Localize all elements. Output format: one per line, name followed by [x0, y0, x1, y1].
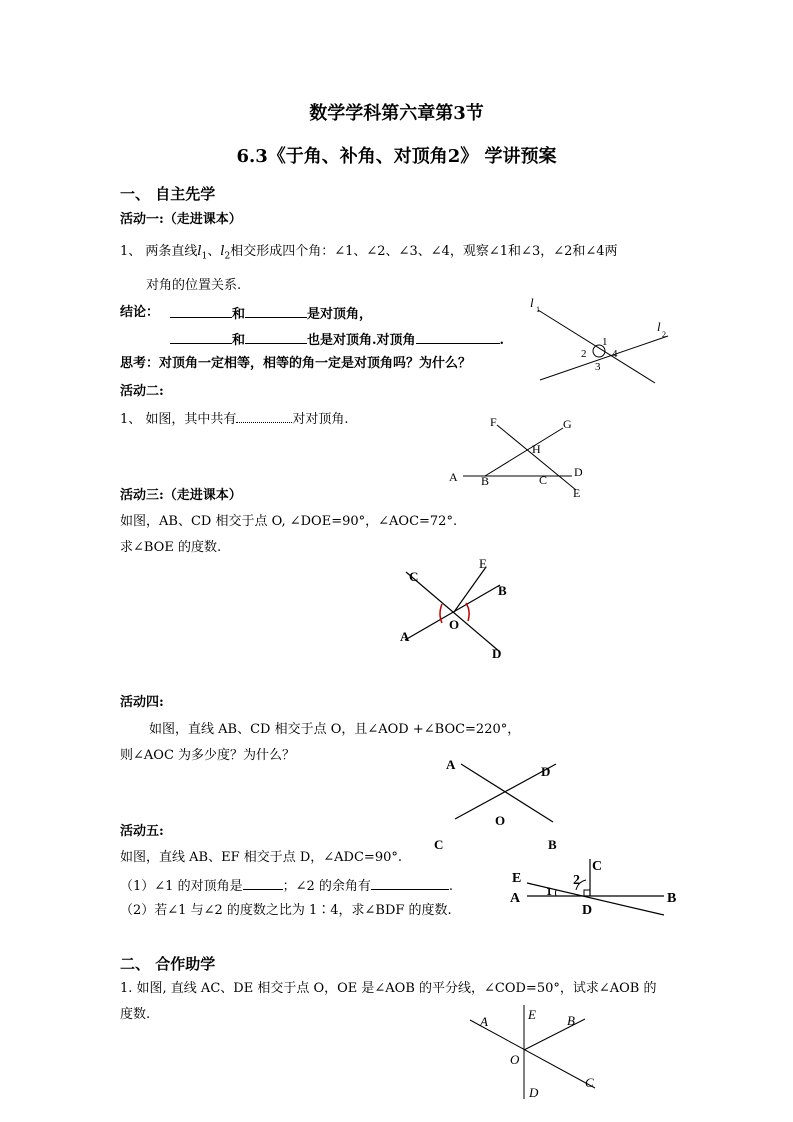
a2-text-a: 1、 如图，其中共有 [120, 412, 237, 427]
activity-1-question-cont: 对角的位置关系. [146, 278, 242, 293]
q1-sep: 、 [207, 244, 221, 259]
fig1-l1-sub: 1 [536, 305, 540, 314]
fig5-angle-2: 2 [573, 873, 580, 888]
q1-text-a: 1、 两条直线 [120, 244, 198, 259]
fig1-angle-2: 2 [581, 348, 587, 360]
activity-3-question: 如图，AB、CD 相交于点 O, ∠DOE=90°，∠AOC=72°. [120, 514, 458, 529]
fig2-D: D [574, 465, 583, 479]
fig3-D: D [492, 646, 502, 661]
fig2-C: C [539, 473, 548, 487]
fig1-l2-sub: 2 [662, 330, 666, 339]
fig4-B: B [548, 837, 557, 852]
line-l2-sub: 2 [224, 251, 231, 262]
fig4-A: A [446, 757, 456, 772]
fig4-C: C [434, 837, 444, 852]
fig6-C: C [585, 1075, 594, 1090]
fig1-l1-label: l [530, 295, 534, 310]
activity-3-question-2: 求∠BOE 的度数. [120, 540, 222, 555]
activity-5-question: 如图，直线 AB、EF 相交于点 D，∠ADC=90°. [120, 850, 402, 865]
fig2-B: B [481, 474, 490, 488]
fig2-G: G [563, 417, 572, 431]
ray-ob [524, 1019, 585, 1050]
activity-4-question-2: 则∠AOC 为多少度？为什么？ [120, 748, 296, 763]
fig6-E: E [528, 1007, 536, 1022]
fig1-angle-3: 3 [595, 361, 601, 373]
section-heading-1: 一、 自主先学 [120, 185, 216, 203]
fig4-D: D [541, 764, 551, 779]
a2-text-b: 对对顶角. [292, 412, 349, 427]
a5-part1-b: ；∠2 的余角有 [282, 879, 371, 894]
fig5-E: E [512, 871, 522, 886]
fig1-angle-4: 4 [612, 348, 618, 360]
activity-2-label: 活动二: [120, 384, 164, 399]
fig6-O: O [510, 1052, 520, 1067]
fig3-A: A [400, 629, 410, 644]
fig4-O: O [495, 813, 506, 828]
fig5-B: B [667, 891, 677, 906]
fig2-H: H [532, 442, 541, 456]
fig5-angle-1: 1 [546, 884, 552, 898]
page-title: 数学学科第六章第3节 [309, 103, 484, 124]
fig2-A: A [449, 470, 458, 484]
q1-text-b: 相交形成四个角：∠1、∠2、∠3、∠4，观察∠1和∠3，∠2和∠4两 [230, 244, 618, 259]
conclusion-end-2: 也是对顶角.对顶角 [307, 333, 416, 348]
fig6-D: D [529, 1085, 539, 1100]
section-2-question: 1. 如图, 直线 AC、DE 相交于点 O，OE 是∠AOB 的平分线，∠COD=50°，试求∠AOB 的 [120, 981, 657, 996]
fig5-A: A [510, 891, 521, 906]
fig5-D: D [582, 903, 593, 918]
line-ac [470, 1020, 595, 1088]
activity-1-label: 活动一:（走进课本） [120, 212, 242, 227]
section-heading-2: 二、 合作助学 [120, 955, 216, 973]
activity-4-question: 如图，直线 AB、CD 相交于点 O，且∠AOD +∠BOC=220°， [149, 722, 521, 737]
a5-part1-c: . [448, 879, 454, 894]
fig1-angle-1: 1 [602, 336, 608, 348]
conclusion-dot: . [499, 333, 505, 348]
fig3-O: O [449, 617, 460, 632]
fig3-B: B [498, 583, 507, 598]
fig2-E: E [573, 486, 581, 500]
fig6-B: B [567, 1013, 575, 1028]
activity-4-label: 活动四: [120, 695, 164, 710]
a5-part1-a: （1）∠1 的对顶角是 [120, 879, 243, 894]
think-question: 思考：对顶角一定相等，相等的角一定是对顶角吗？为什么？ [120, 356, 472, 371]
conclusion-label: 结论： [120, 305, 160, 320]
section-2-question-2: 度数. [120, 1007, 151, 1022]
fig2-F: F [490, 415, 497, 429]
activity-3-label: 活动三:（走进课本） [120, 488, 242, 503]
page-subtitle: 6.3《于角、补角、对顶角2》 学讲预案 [236, 146, 557, 167]
line-l2-label: l [220, 244, 225, 259]
fig3-E: E [479, 556, 487, 571]
fig6-A: A [480, 1014, 488, 1029]
and-2: 和 [232, 333, 246, 348]
activity-5-label: 活动五: [120, 824, 164, 839]
fig5-C: C [592, 859, 603, 874]
fig3-C: C [409, 569, 419, 584]
and-1: 和 [232, 307, 246, 322]
activity-5-part-2: （2）若∠1 与∠2 的度数之比为 1∶4，求∠BDF 的度数. [120, 903, 452, 918]
line-l1-sub: 1 [201, 251, 208, 262]
conclusion-end-1: 是对顶角， [307, 307, 373, 322]
line-l1-label: l [197, 244, 202, 259]
fig1-l2-label: l [657, 319, 661, 334]
